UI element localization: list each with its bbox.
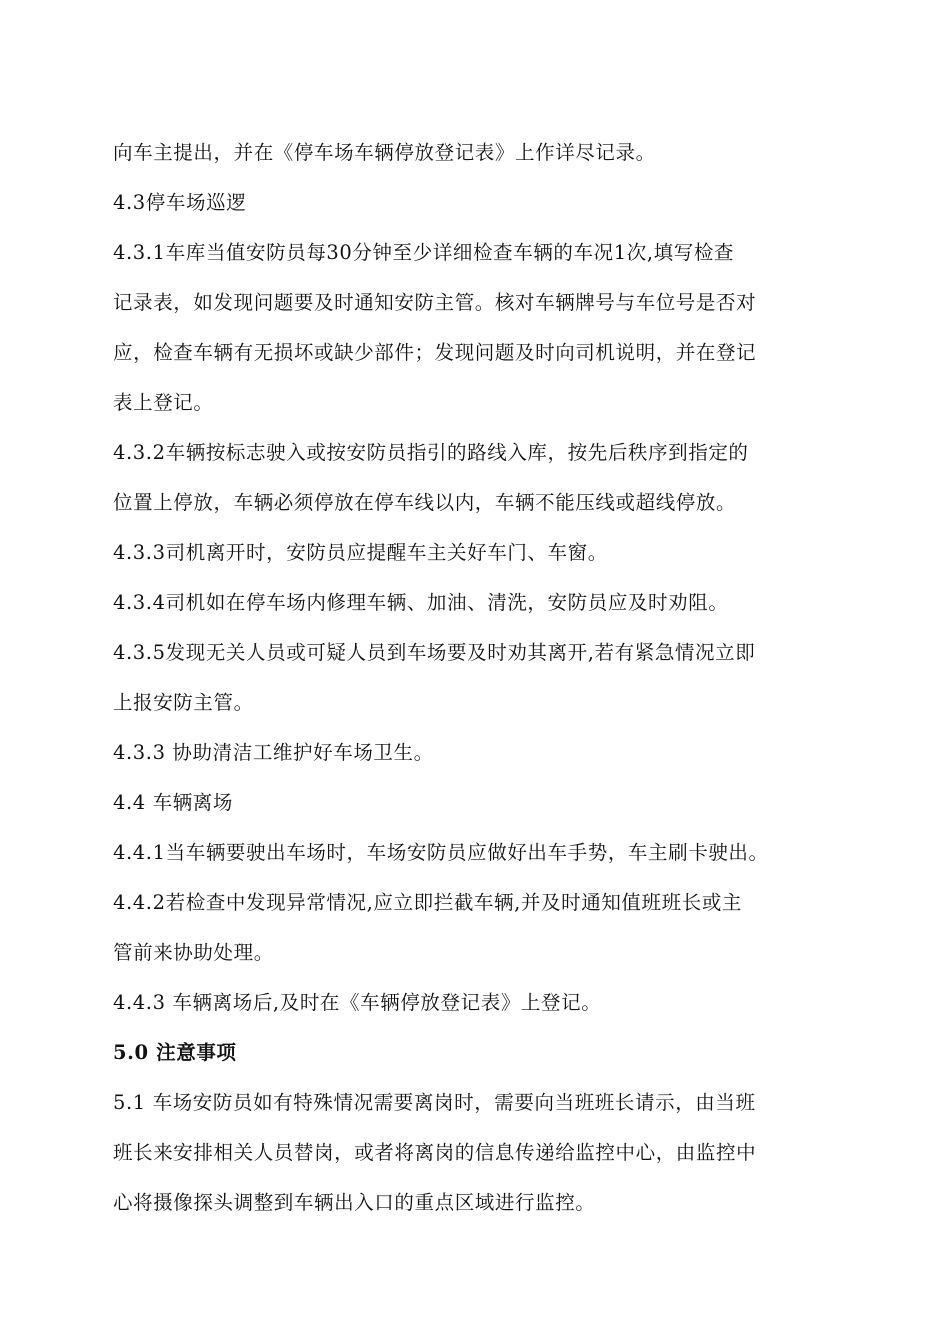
text-line: 4.3.3司机离开时，安防员应提醒车主关好车门、车窗。 xyxy=(113,541,608,564)
text-line: 4.3.5发现无关人员或可疑人员到车场要及时劝其离开,若有紧急情况立即 xyxy=(113,641,756,664)
section-heading: 4.3停车场巡逻 xyxy=(113,191,247,214)
text-line: 向车主提出，并在《停车场车辆停放登记表》上作详尽记录。 xyxy=(113,141,656,164)
text-line: 4.3.2车辆按标志驶入或按安防员指引的路线入库，按先后秩序到指定的 xyxy=(113,441,749,464)
text-line: 心将摄像探头调整到车辆出入口的重点区域进行监控。 xyxy=(113,1191,596,1214)
text-line: 4.3.3 协助清洁工维护好车场卫生。 xyxy=(113,741,434,764)
text-line: 4.3.4司机如在停车场内修理车辆、加油、清洗，安防员应及时劝阻。 xyxy=(113,591,729,614)
text-line: 4.3.1车库当值安防员每30分钟至少详细检查车辆的车况1次,填写检查 xyxy=(113,241,735,264)
text-line: 4.4.1当车辆要驶出车场时，车场安防员应做好出车手势，车主刷卡驶出。 xyxy=(113,841,769,864)
text-line: 4.4.3 车辆离场后,及时在《车辆停放登记表》上登记。 xyxy=(113,991,602,1014)
text-line: 表上登记。 xyxy=(113,391,214,414)
text-line: 记录表，如发现问题要及时通知安防主管。核对车辆牌号与车位号是否对 xyxy=(113,291,757,314)
text-line: 管前来协助处理。 xyxy=(113,941,274,964)
text-line: 应，检查车辆有无损坏或缺少部件；发现问题及时向司机说明，并在登记 xyxy=(113,341,757,364)
text-line: 班长来安排相关人员替岗，或者将离岗的信息传递给监控中心，由监控中 xyxy=(113,1141,757,1164)
section-heading-bold: 5.0 注意事项 xyxy=(113,1041,237,1064)
text-line: 5.1 车场安防员如有特殊情况需要离岗时，需要向当班班长请示，由当班 xyxy=(113,1091,756,1114)
text-line: 位置上停放，车辆必须停放在停车线以内，车辆不能压线或超线停放。 xyxy=(113,491,737,514)
text-line: 4.4.2若检查中发现异常情况,应立即拦截车辆,并及时通知值班班长或主 xyxy=(113,891,743,914)
section-heading: 4.4 车辆离场 xyxy=(113,791,234,814)
text-line: 上报安防主管。 xyxy=(113,691,254,714)
